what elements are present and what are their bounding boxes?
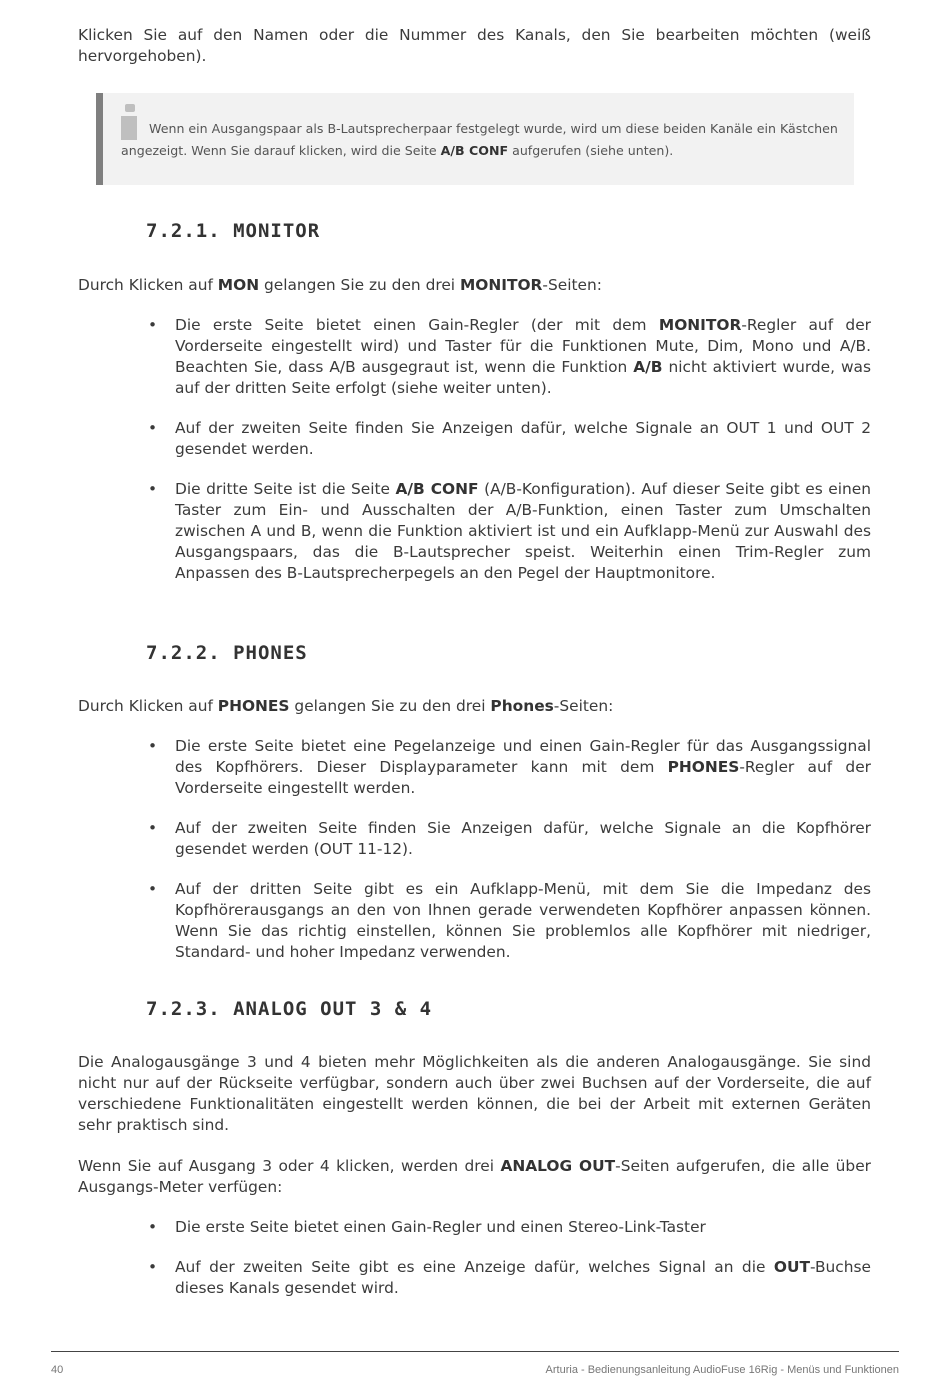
section-heading-phones: 7.2.2. PHONES [146, 642, 308, 664]
phones-intro: Durch Klicken auf PHONES gelangen Sie zu den drei Phones-Seiten: [78, 697, 614, 715]
list-item: • Auf der zweiten Seite finden Sie Anzeigen dafür, welche Signale an die Kopfhörer gesendet werden (OUT 11-12). [148, 818, 871, 860]
analog-bullet-list [148, 1217, 871, 1299]
footer-divider [51, 1351, 899, 1352]
page-number: 40 [51, 1364, 64, 1376]
list-item: • Die erste Seite bietet einen Gain-Regler und einen Stereo-Link-Taster [148, 1217, 871, 1238]
list-item: • Auf der dritten Seite gibt es ein Aufklapp-Menü, mit dem Sie die Impedanz des Kopfhörerausgangs an den von Ihnen gerade verwendeten Kopfhörer anpassen können. Wenn Sie das richtig einstellen, können Sie problemlos alle Kopfhörer mit niedriger, Standard- und hoher Impedanz verwenden. [148, 879, 871, 963]
monitor-bullet-list [148, 315, 871, 584]
intro-paragraph: Klicken Sie auf den Namen oder die Nummer des Kanals, den Sie bearbeiten möchten (weiß hervorgehoben). [78, 26, 871, 65]
footer-title: Arturia - Bedienungsanleitung AudioFuse 16Rig - Menüs und Funktionen [545, 1364, 899, 1376]
analog-paragraph-2: Wenn Sie auf Ausgang 3 oder 4 klicken, werden drei ANALOG OUT-Seiten aufgerufen, die alle über Ausgangs-Meter verfügen: [78, 1157, 871, 1196]
list-item: • Die erste Seite bietet einen Gain-Regler (der mit dem MONITOR-Regler auf der Vorderseite eingestellt wird) und Taster für die Funktionen Mute, Dim, Mono und A/B. Beachten Sie, dass A/B ausgegraut ist, wenn die Funktion A/B nicht aktiviert wurde, was auf der dritten Seite erfolgt (siehe weiter unten). [148, 315, 871, 399]
info-note-box [96, 93, 854, 185]
monitor-intro: Durch Klicken auf MON gelangen Sie zu den drei MONITOR-Seiten: [78, 276, 602, 294]
section-heading-monitor: 7.2.1. MONITOR [146, 220, 321, 242]
info-note-text: Wenn ein Ausgangspaar als B-Lautsprecherpaar festgelegt wurde, wird um diese beiden Kanäle ein Kästchen angezeigt. Wenn Sie darauf klicken, wird die Seite A/B CONF aufgerufen (siehe unten). [121, 121, 838, 158]
section-heading-analog-out: 7.2.3. ANALOG OUT 3 & 4 [146, 998, 433, 1020]
phones-bullet-list [148, 736, 871, 963]
list-item: • Die erste Seite bietet eine Pegelanzeige und einen Gain-Regler für das Ausgangssignal des Kopfhörers. Dieser Displayparameter kann mit dem PHONES-Regler auf der Vorderseite eingestellt werden. [148, 736, 871, 799]
list-item: • Die dritte Seite ist die Seite A/B CONF (A/B-Konfiguration). Auf dieser Seite gibt es einen Taster zum Ein- und Ausschalten der A/B-Funktion, einen Taster zum Umschalten zwischen A und B, wenn die Funktion aktiviert ist und ein Aufklapp-Menü zur Auswahl des Ausgangspaars, das die B-Lautsprecher speist. Weiterhin einen Trim-Regler zum Anpassen des B-Lautsprecherpegels an den Pegel der Hauptmonitore. [148, 479, 871, 584]
list-item: • Auf der zweiten Seite finden Sie Anzeigen dafür, welche Signale an OUT 1 und OUT 2 gesendet werden. [148, 418, 871, 460]
analog-paragraph-1: Die Analogausgänge 3 und 4 bieten mehr Möglichkeiten als die anderen Analogausgänge. Sie sind nicht nur auf der Rückseite verfügbar, sondern auch über zwei Buchsen auf der Vorderseite, die auf verschiedene Funktionalitäten eingestellt werden können, die bei der Arbeit mit externen Geräten sehr praktisch sind. [78, 1053, 871, 1134]
list-item: • Auf der zweiten Seite gibt es eine Anzeige dafür, welches Signal an die OUT-Buchse dieses Kanals gesendet wird. [148, 1257, 871, 1299]
